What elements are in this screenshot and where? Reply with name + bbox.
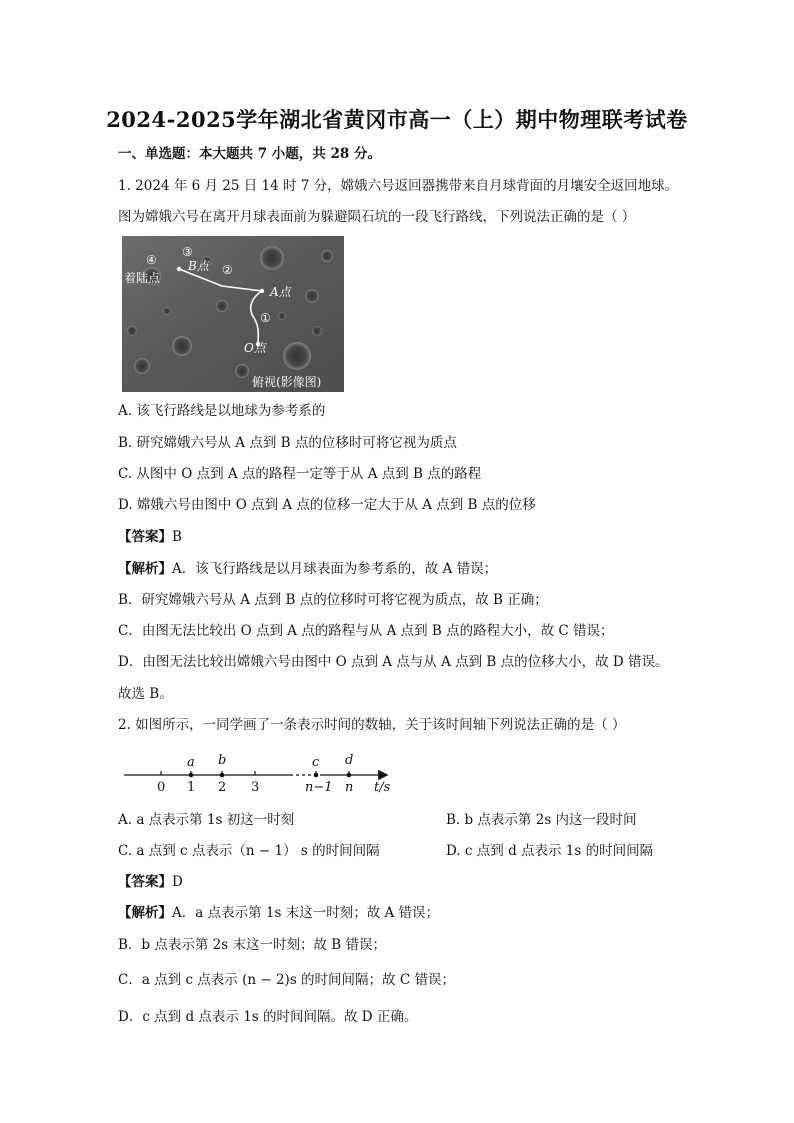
axis-tick-0: 0: [157, 780, 166, 795]
q2-stem: 2. 如图所示，一同学画了一条表示时间的数轴，关于该时间轴下列说法正确的是（ ）: [118, 717, 626, 733]
q2-analysis-line1: [118, 903, 439, 923]
axis-tick-n: n: [345, 780, 354, 795]
q1-analysis-2: C．由图无法比较出 O 点到 A 点的路程与从 A 点到 B 点的路程大小，故 C 错误；: [118, 623, 614, 639]
fig-caption: 俯视(影像图): [252, 375, 322, 389]
axis-point-a: [189, 773, 194, 778]
q2-analysis-2: C．a 点到 c 点表示 (n − 2)s 的时间间隔；故 C 错误；: [118, 972, 455, 988]
q1-analysis-line1: [118, 559, 497, 579]
axis-label-b: b: [218, 753, 227, 768]
q1-analysis-4: 故选 B。: [118, 686, 173, 702]
fig-label-o: O点: [244, 341, 266, 355]
axis-unit: t/s: [374, 780, 391, 795]
time-axis-figure: [120, 748, 400, 808]
fig-label-landing: 着陆点: [124, 271, 161, 285]
q2-answer-tag: 【答案】: [118, 874, 172, 890]
q1-stem-line1: 1. 2024 年 6 月 25 日 14 时 7 分，嫦娥六号返回器携带来自月球背面的月壤安全返回地球。: [118, 178, 679, 194]
axis-tick-n-1: n−1: [305, 780, 333, 795]
fig-label-2: ②: [222, 263, 233, 277]
q1-answer: B: [172, 529, 182, 545]
axis-label-c: c: [312, 755, 320, 770]
fig-label-a: A点: [270, 285, 291, 299]
q2-option-a: A. a 点表示第 1s 初这一时刻: [118, 812, 295, 828]
section-heading: 一、单选题：本大题共 7 小题，共 28 分。: [118, 146, 381, 162]
q1-analysis-tag: 【解析】: [118, 561, 172, 577]
moon-flight-path-figure: [122, 236, 344, 392]
q1-option-b: B. 研究嫦娥六号从 A 点到 B 点的位移时可将它视为质点: [118, 435, 457, 451]
q2-analysis-0: A．a 点表示第 1s 末这一时刻；故 A 错误；: [172, 905, 440, 921]
q1-answer-tag: 【答案】: [118, 529, 172, 545]
q2-option-d: D. c 点到 d 点表示 1s 的时间间隔: [446, 843, 654, 859]
axis-point-b: [220, 773, 225, 778]
fig-label-b: B点: [188, 259, 209, 273]
q1-analysis-0: A．该飞行路线是以月球表面为参考系的，故 A 错误；: [172, 561, 498, 577]
axis-point-c: [314, 773, 319, 778]
q1-stem-line2: 图为嫦娥六号在离开月球表面前为躲避陨石坑的一段飞行路线，下列说法正确的是（ ）: [118, 209, 636, 225]
point-b-marker: [177, 267, 181, 271]
q1-analysis-3: D．由图无法比较出嫦娥六号由图中 O 点到 A 点与从 A 点到 B 点的位移大小，故 D 错误。: [118, 654, 669, 670]
q1-option-a: A. 该飞行路线是以地球为参考系的: [118, 403, 326, 419]
q2-option-b: B. b 点表示第 2s 内这一段时间: [446, 812, 637, 828]
axis-point-d: [347, 773, 352, 778]
page-title: 2024-2025学年湖北省黄冈市高一（上）期中物理联考试卷: [106, 107, 688, 132]
fig-label-4: ④: [146, 253, 157, 267]
q1-answer-line: [118, 527, 182, 547]
q2-answer: D: [172, 874, 183, 890]
point-a-marker: [260, 289, 264, 293]
axis-tick-3: 3: [251, 780, 260, 795]
axis-label-a: a: [187, 755, 195, 770]
q2-answer-line: [118, 872, 183, 892]
fig-label-1: ①: [260, 311, 271, 325]
q2-analysis-1: B．b 点表示第 2s 末这一时刻；故 B 错误；: [118, 937, 386, 953]
q1-option-c: C. 从图中 O 点到 A 点的路程一定等于从 A 点到 B 点的路程: [118, 466, 482, 482]
q2-analysis-3: D．c 点到 d 点表示 1s 的时间间隔。故 D 正确。: [118, 1009, 418, 1025]
axis-label-d: d: [345, 753, 354, 768]
q2-analysis-tag: 【解析】: [118, 905, 172, 921]
q1-option-d: D. 嫦娥六号由图中 O 点到 A 点的位移一定大于从 A 点到 B 点的位移: [118, 497, 536, 513]
q2-option-c: C. a 点到 c 点表示（n − 1） s 的时间间隔: [118, 843, 380, 859]
q1-analysis-1: B．研究嫦娥六号从 A 点到 B 点的位移时可将它视为质点，故 B 正确；: [118, 592, 548, 608]
axis-tick-1: 1: [187, 780, 196, 795]
fig-label-3: ③: [182, 245, 193, 259]
axis-tick-2: 2: [218, 780, 227, 795]
